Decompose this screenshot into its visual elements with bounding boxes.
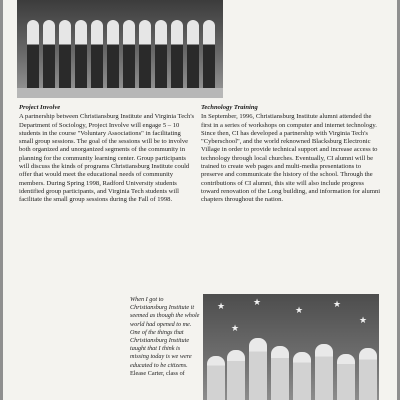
document-page — [3, 0, 397, 400]
star-icon: ★ — [231, 323, 240, 333]
star-icon: ★ — [217, 301, 226, 311]
pull-quote-attribution: Elease Carter, class of — [130, 369, 185, 377]
pull-quote-text: When I got to Christiansburg Institute it seemed as though the whole world had opened to me. One of the things that Christiansburg Institute taught that I think is missing today is we were educated to be citizens. — [130, 296, 200, 369]
technology-training-heading: Technology Training — [201, 104, 258, 111]
star-icon: ★ — [253, 297, 262, 307]
pull-quote — [130, 296, 200, 378]
group-photo — [17, 0, 223, 98]
star-icon: ★ — [359, 315, 368, 325]
technology-training-section — [201, 104, 381, 205]
star-icon: ★ — [333, 299, 342, 309]
pageant-photo — [203, 294, 379, 400]
technology-training-body: In September, 1996, Christiansburg Institute alumni attended the first in a series of workshops on computer and internet technology. Since then, CI has developed a partnership with Virginia Tech's "Cyberschool", and the world reknowned Blacksburg Electronic Village in order to provide technical support and increase access to technology through local churches. Eventually, CI alumni will be trained to create web pages and multi-media presentations to preserve and communicate the history of the school. Through the contributions of CI alumni, this site will also include progress toward renovation of the Long building, and information for alumni chapters throughout the nation. — [201, 113, 381, 204]
project-involve-heading: Project Involve — [19, 104, 61, 111]
star-icon: ★ — [295, 305, 304, 315]
project-involve-body: A partnership between Christiansburg Institute and Virginia Tech's Department of Sociology, Project Involve will engage 5 – 10 students in the course "Voluntary Associations" in facilitating small group sessions. The goal of the sessions will be to involve both organized and unorganized segments of the community in planning for the community learning center. Group participants will discuss the kinds of programs Christiansburg Institute could offer that would meet the educational needs of community members. During Spring 1998, Radford University students identified group participants, and Virginia Tech students will facilitate the small group sessions during the Fall of 1998. — [19, 113, 195, 204]
project-involve-section — [19, 104, 195, 205]
